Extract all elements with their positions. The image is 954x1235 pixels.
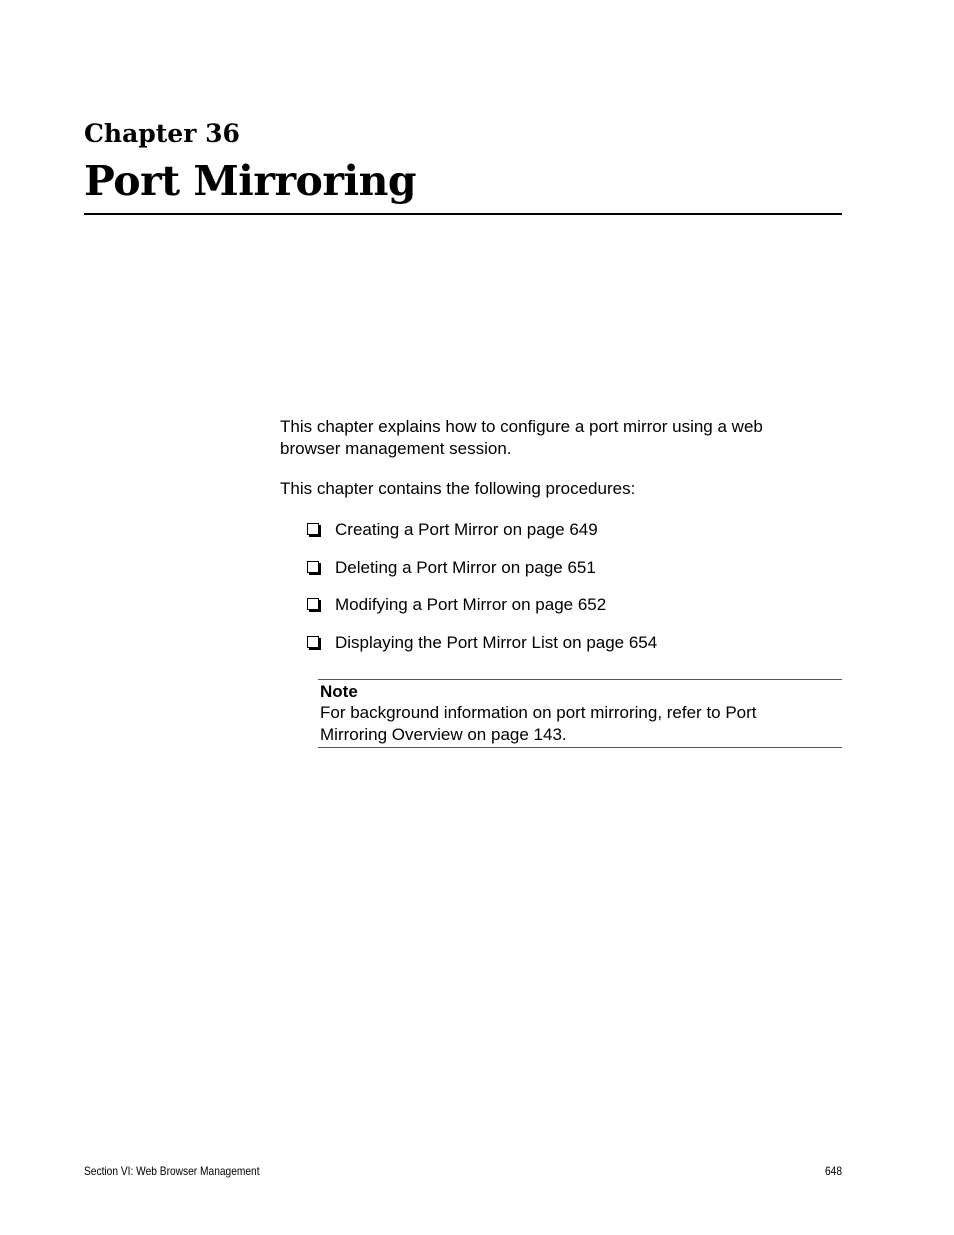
chapter-label: Chapter 36 <box>84 119 240 148</box>
title-divider <box>84 213 842 215</box>
procedure-link-modifying[interactable]: Modifying a Port Mirror on page 652 <box>335 595 607 614</box>
checkbox-icon <box>307 523 319 535</box>
list-item <box>307 519 657 541</box>
checkbox-icon <box>307 561 319 573</box>
list-item <box>307 594 657 616</box>
checkbox-icon <box>307 636 319 648</box>
checkbox-icon <box>307 598 319 610</box>
note-text: For background information on port mirroring, refer to Port Mirroring Overview on page 143. <box>320 703 757 744</box>
procedure-link-deleting[interactable]: Deleting a Port Mirror on page 651 <box>335 557 596 577</box>
footer-section: Section VI: Web Browser Management <box>84 1164 260 1178</box>
procedures-intro: This chapter contains the following procedures: <box>280 479 636 498</box>
list-item <box>307 557 657 579</box>
note-box <box>318 679 842 748</box>
footer-page-number: 648 <box>824 1164 842 1178</box>
intro-paragraph: This chapter explains how to configure a port mirror using a web browser management session. <box>280 417 763 458</box>
procedure-link-displaying[interactable]: Displaying the Port Mirror List on page 654 <box>335 632 658 652</box>
note-heading: Note <box>320 682 358 701</box>
procedure-link-creating[interactable]: Creating a Port Mirror on page 649 <box>335 520 598 539</box>
list-item <box>307 632 657 654</box>
chapter-title: Port Mirroring <box>84 157 417 205</box>
procedure-list <box>307 519 657 669</box>
